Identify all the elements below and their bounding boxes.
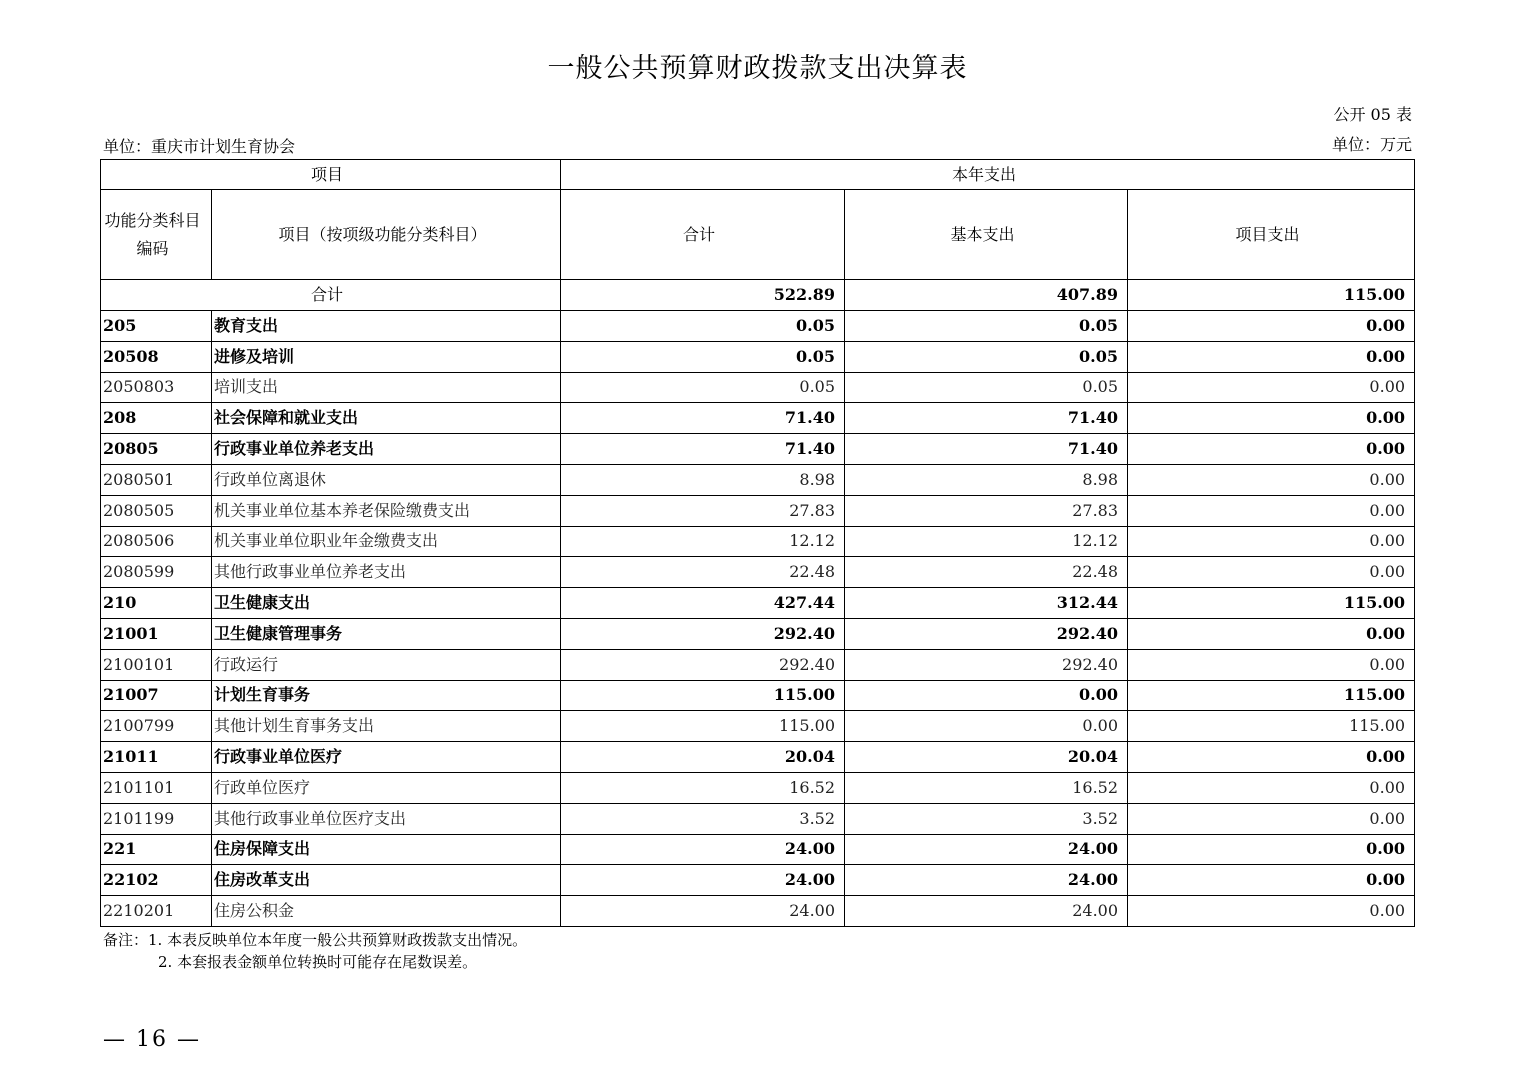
total-cell: 0.05 bbox=[561, 311, 845, 342]
total-cell: 24.00 bbox=[561, 896, 845, 927]
code-cell: 205 bbox=[101, 311, 212, 342]
table-row bbox=[101, 588, 1415, 619]
name-cell: 行政事业单位养老支出 bbox=[212, 434, 561, 465]
total-cell: 22.48 bbox=[561, 557, 845, 588]
table-row bbox=[101, 495, 1415, 526]
basic-cell: 8.98 bbox=[845, 464, 1128, 495]
name-cell: 行政事业单位医疗 bbox=[212, 742, 561, 773]
currency-unit: 单位：万元 bbox=[1331, 135, 1412, 154]
table-row bbox=[101, 464, 1415, 495]
code-cell: 2101101 bbox=[101, 772, 212, 803]
table-row bbox=[101, 372, 1415, 403]
project-cell: 0.00 bbox=[1128, 464, 1415, 495]
total-cell: 292.40 bbox=[561, 618, 845, 649]
code-cell: 221 bbox=[101, 834, 212, 865]
document-title: 一般公共预算财政拨款支出决算表 bbox=[547, 53, 968, 84]
code-cell: 210 bbox=[101, 588, 212, 619]
basic-cell: 0.05 bbox=[845, 372, 1128, 403]
name-cell: 社会保障和就业支出 bbox=[212, 403, 561, 434]
header-row-1 bbox=[101, 160, 1415, 190]
notes bbox=[103, 929, 527, 973]
code-cell: 22102 bbox=[101, 865, 212, 896]
table-row bbox=[101, 742, 1415, 773]
code-cell: 2100799 bbox=[101, 711, 212, 742]
total-row bbox=[101, 280, 1415, 311]
project-cell: 0.00 bbox=[1128, 526, 1415, 557]
total-cell: 71.40 bbox=[561, 403, 845, 434]
project-cell: 0.00 bbox=[1128, 649, 1415, 680]
table-row bbox=[101, 557, 1415, 588]
total-sum: 522.89 bbox=[561, 280, 845, 311]
header-row-2 bbox=[101, 190, 1415, 280]
total-cell: 24.00 bbox=[561, 865, 845, 896]
name-cell: 其他计划生育事务支出 bbox=[212, 711, 561, 742]
project-cell: 0.00 bbox=[1128, 434, 1415, 465]
code-cell: 2080501 bbox=[101, 464, 212, 495]
project-cell: 0.00 bbox=[1128, 495, 1415, 526]
project-cell: 0.00 bbox=[1128, 618, 1415, 649]
name-cell: 行政运行 bbox=[212, 649, 561, 680]
total-cell: 115.00 bbox=[561, 680, 845, 711]
basic-cell: 0.00 bbox=[845, 680, 1128, 711]
code-cell: 2210201 bbox=[101, 896, 212, 927]
total-cell: 0.05 bbox=[561, 341, 845, 372]
name-cell: 计划生育事务 bbox=[212, 680, 561, 711]
project-cell: 0.00 bbox=[1128, 896, 1415, 927]
total-project: 115.00 bbox=[1128, 280, 1415, 311]
basic-cell: 0.05 bbox=[845, 341, 1128, 372]
project-cell: 0.00 bbox=[1128, 403, 1415, 434]
name-cell: 机关事业单位职业年金缴费支出 bbox=[212, 526, 561, 557]
note-1: 备注：1. 本表反映单位本年度一般公共预算财政拨款支出情况。 bbox=[103, 931, 528, 949]
form-number: 公开 05 表 bbox=[1333, 105, 1412, 124]
total-cell: 8.98 bbox=[561, 464, 845, 495]
code-cell: 2080505 bbox=[101, 495, 212, 526]
project-cell: 115.00 bbox=[1128, 588, 1415, 619]
table-row bbox=[101, 711, 1415, 742]
basic-cell: 312.44 bbox=[845, 588, 1128, 619]
name-cell: 培训支出 bbox=[212, 372, 561, 403]
project-cell: 0.00 bbox=[1128, 742, 1415, 773]
header-code: 功能分类科目编码 bbox=[101, 190, 212, 280]
name-cell: 卫生健康支出 bbox=[212, 588, 561, 619]
basic-cell: 0.00 bbox=[845, 711, 1128, 742]
code-cell: 2080599 bbox=[101, 557, 212, 588]
project-cell: 0.00 bbox=[1128, 803, 1415, 834]
header-year-expenditure: 本年支出 bbox=[561, 160, 1415, 190]
name-cell: 住房改革支出 bbox=[212, 865, 561, 896]
table-row bbox=[101, 803, 1415, 834]
total-cell: 292.40 bbox=[561, 649, 845, 680]
project-cell: 0.00 bbox=[1128, 865, 1415, 896]
table-row bbox=[101, 680, 1415, 711]
total-cell: 24.00 bbox=[561, 834, 845, 865]
total-cell: 3.52 bbox=[561, 803, 845, 834]
reporting-unit: 单位：重庆市计划生育协会 bbox=[103, 137, 296, 156]
table-row bbox=[101, 772, 1415, 803]
total-basic: 407.89 bbox=[845, 280, 1128, 311]
project-cell: 0.00 bbox=[1128, 772, 1415, 803]
code-cell: 2050803 bbox=[101, 372, 212, 403]
basic-cell: 292.40 bbox=[845, 649, 1128, 680]
total-label: 合计 bbox=[101, 280, 561, 311]
table-row bbox=[101, 526, 1415, 557]
basic-cell: 71.40 bbox=[845, 434, 1128, 465]
project-cell: 0.00 bbox=[1128, 372, 1415, 403]
project-cell: 0.00 bbox=[1128, 557, 1415, 588]
header-item: 项目 bbox=[101, 160, 561, 190]
code-cell: 20805 bbox=[101, 434, 212, 465]
table-row bbox=[101, 618, 1415, 649]
basic-cell: 292.40 bbox=[845, 618, 1128, 649]
project-cell: 0.00 bbox=[1128, 834, 1415, 865]
basic-cell: 27.83 bbox=[845, 495, 1128, 526]
basic-cell: 24.00 bbox=[845, 896, 1128, 927]
project-cell: 115.00 bbox=[1128, 680, 1415, 711]
code-cell: 2100101 bbox=[101, 649, 212, 680]
note-2: 2. 本套报表金额单位转换时可能存在尾数误差。 bbox=[158, 953, 478, 971]
code-cell: 21011 bbox=[101, 742, 212, 773]
code-cell: 21001 bbox=[101, 618, 212, 649]
name-cell: 卫生健康管理事务 bbox=[212, 618, 561, 649]
project-cell: 0.00 bbox=[1128, 341, 1415, 372]
table-row bbox=[101, 834, 1415, 865]
header-project: 项目支出 bbox=[1128, 190, 1415, 280]
table-row bbox=[101, 896, 1415, 927]
name-cell: 其他行政事业单位医疗支出 bbox=[212, 803, 561, 834]
basic-cell: 24.00 bbox=[845, 865, 1128, 896]
basic-cell: 3.52 bbox=[845, 803, 1128, 834]
header-basic: 基本支出 bbox=[845, 190, 1128, 280]
name-cell: 住房保障支出 bbox=[212, 834, 561, 865]
page-number: — 16 — bbox=[103, 1027, 201, 1052]
basic-cell: 0.05 bbox=[845, 311, 1128, 342]
total-cell: 71.40 bbox=[561, 434, 845, 465]
basic-cell: 16.52 bbox=[845, 772, 1128, 803]
name-cell: 行政单位医疗 bbox=[212, 772, 561, 803]
name-cell: 教育支出 bbox=[212, 311, 561, 342]
basic-cell: 12.12 bbox=[845, 526, 1128, 557]
name-cell: 进修及培训 bbox=[212, 341, 561, 372]
table-row bbox=[101, 311, 1415, 342]
name-cell: 行政单位离退休 bbox=[212, 464, 561, 495]
name-cell: 其他行政事业单位养老支出 bbox=[212, 557, 561, 588]
name-cell: 住房公积金 bbox=[212, 896, 561, 927]
total-cell: 16.52 bbox=[561, 772, 845, 803]
basic-cell: 20.04 bbox=[845, 742, 1128, 773]
code-cell: 21007 bbox=[101, 680, 212, 711]
code-cell: 2101199 bbox=[101, 803, 212, 834]
table-row bbox=[101, 341, 1415, 372]
header-name: 项目（按项级功能分类科目） bbox=[212, 190, 561, 280]
code-cell: 2080506 bbox=[101, 526, 212, 557]
table-row bbox=[101, 865, 1415, 896]
code-cell: 208 bbox=[101, 403, 212, 434]
expenditure-table bbox=[100, 159, 1415, 927]
total-cell: 12.12 bbox=[561, 526, 845, 557]
total-cell: 427.44 bbox=[561, 588, 845, 619]
basic-cell: 24.00 bbox=[845, 834, 1128, 865]
basic-cell: 71.40 bbox=[845, 403, 1128, 434]
code-cell: 20508 bbox=[101, 341, 212, 372]
header-total: 合计 bbox=[561, 190, 845, 280]
table-row bbox=[101, 649, 1415, 680]
table-row bbox=[101, 403, 1415, 434]
project-cell: 115.00 bbox=[1128, 711, 1415, 742]
table-row bbox=[101, 434, 1415, 465]
basic-cell: 22.48 bbox=[845, 557, 1128, 588]
name-cell: 机关事业单位基本养老保险缴费支出 bbox=[212, 495, 561, 526]
project-cell: 0.00 bbox=[1128, 311, 1415, 342]
total-cell: 0.05 bbox=[561, 372, 845, 403]
total-cell: 20.04 bbox=[561, 742, 845, 773]
total-cell: 27.83 bbox=[561, 495, 845, 526]
total-cell: 115.00 bbox=[561, 711, 845, 742]
